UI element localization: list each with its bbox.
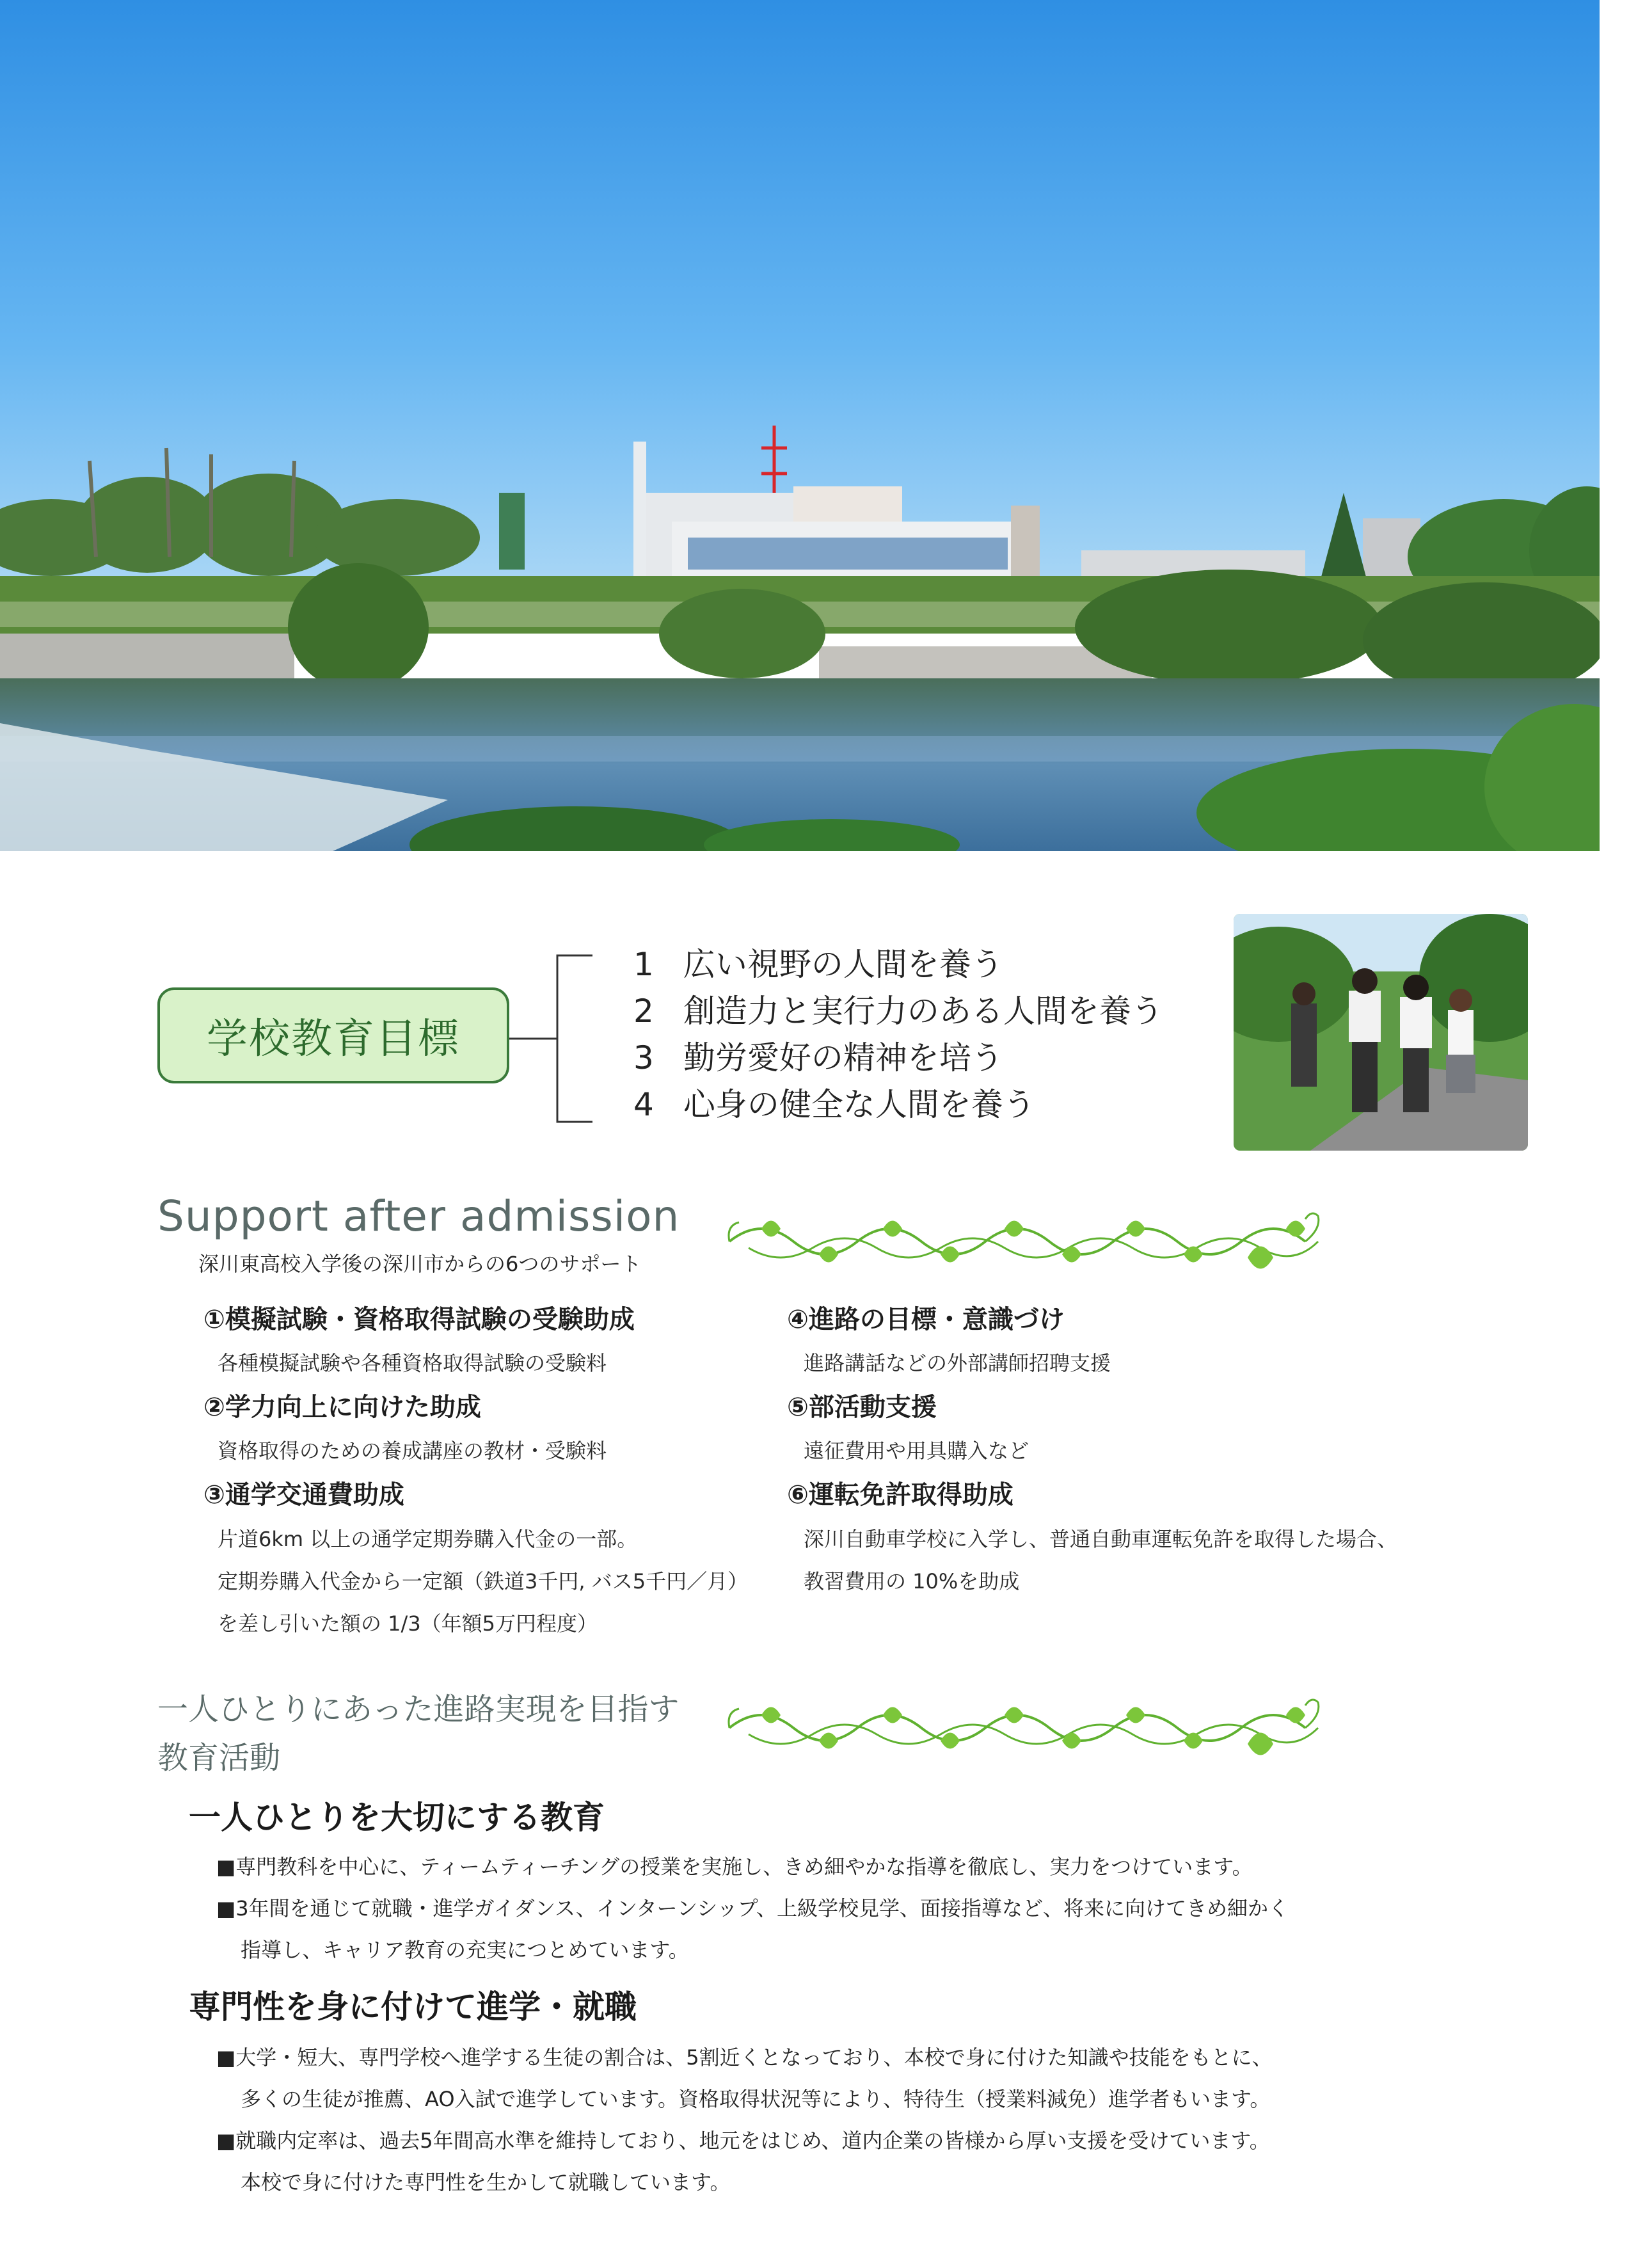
goal-item-4 xyxy=(633,1079,1035,1125)
path-section-2-bullet-2-cont: 本校で身に付けた専門性を生かして就職しています。 xyxy=(241,2170,731,2194)
vine-decoration-icon xyxy=(723,1203,1331,1280)
path-section-1-head: 一人ひとりを大切にする教育 xyxy=(189,1799,605,1836)
goal-item-2 xyxy=(633,986,1163,1032)
path-title-line-2: 教育活動 xyxy=(157,1740,281,1776)
support-item-3-desc-3: を差し引いた額の 1/3（年額5万円程度） xyxy=(218,1611,598,1636)
path-section-2-head: 専門性を身に付けて進学・就職 xyxy=(189,1988,637,2025)
support-item-3-head: ③通学交通費助成 xyxy=(203,1480,404,1510)
school-goals-label-box xyxy=(157,987,509,1083)
goal-number: 1 xyxy=(633,946,654,983)
support-item-3-desc-1: 片道6km 以上の通学定期券購入代金の一部。 xyxy=(218,1527,638,1551)
goal-number: 3 xyxy=(633,1039,654,1076)
school-goals-label: 学校教育目標 xyxy=(207,1016,460,1063)
support-item-6-desc-1: 深川自動車学校に入学し、普通自動車運転免許を取得した場合、 xyxy=(804,1527,1398,1551)
support-item-4-head: ④進路の目標・意識づけ xyxy=(787,1305,1065,1334)
path-title-line-1: 一人ひとりにあった進路実現を目指す xyxy=(157,1691,679,1727)
support-item-5-head: ⑤部活動支援 xyxy=(787,1393,937,1422)
support-item-1-head: ①模擬試験・資格取得試験の受験助成 xyxy=(203,1305,635,1334)
goal-number: 2 xyxy=(633,993,654,1030)
support-item-6-desc-2: 教習費用の 10%を助成 xyxy=(804,1569,1020,1593)
support-title: Support after admission xyxy=(157,1192,680,1241)
path-section-2-bullet-1-cont: 多くの生徒が推薦、AO入試で進学しています。資格取得状況等により、特待生（授業料減免）進学者もいます。 xyxy=(241,2087,1271,2111)
goal-item-3 xyxy=(633,1032,1003,1078)
goal-text: 勤労愛好の精神を培う xyxy=(683,1039,1003,1076)
hero-photo-river-school xyxy=(0,0,1600,851)
goals-bracket xyxy=(509,952,605,1125)
support-item-2-desc: 資格取得のための養成講座の教材・受験料 xyxy=(218,1439,607,1463)
path-section-1-bullet-2: ■3年間を通じて就職・進学ガイダンス、インターンシップ、上級学校見学、面接指導など、将来に向けてきめ細かく xyxy=(216,1896,1289,1921)
support-item-6-head: ⑥運転免許取得助成 xyxy=(787,1480,1013,1510)
support-item-4-desc: 進路講話などの外部講師招聘支援 xyxy=(804,1351,1111,1375)
goal-text: 創造力と実行力のある人間を養う xyxy=(683,993,1163,1030)
path-section-2-bullet-2: ■就職内定率は、過去5年間高水準を維持しており、地元をはじめ、道内企業の皆様から厚い支援を受けています。 xyxy=(216,2128,1270,2153)
path-section-2-bullet-1: ■大学・短大、専門学校へ進学する生徒の割合は、5割近くとなっており、本校で身に付けた知識や技能をもとに、 xyxy=(216,2045,1273,2070)
path-section-1-bullet-1: ■専門教科を中心に、ティームティーチングの授業を実施し、きめ細やかな指導を徹底し、実力をつけています。 xyxy=(216,1855,1253,1879)
goal-number: 4 xyxy=(633,1086,654,1123)
goal-text: 広い視野の人間を養う xyxy=(683,946,1003,983)
goal-text: 心身の健全な人間を養う xyxy=(683,1086,1035,1123)
vine-decoration-icon xyxy=(723,1689,1331,1766)
support-item-5-desc: 遠征費用や用具購入など xyxy=(804,1439,1029,1463)
support-item-1-desc: 各種模擬試験や各種資格取得試験の受験料 xyxy=(218,1351,607,1375)
goal-item-1 xyxy=(633,939,1003,985)
support-subtitle: 深川東高校入学後の深川市からの6つのサポート xyxy=(198,1252,642,1276)
students-walking-photo xyxy=(1234,914,1528,1151)
support-item-3-desc-2: 定期券購入代金から一定額（鉄道3千円, バス5千円／月） xyxy=(218,1569,749,1593)
path-section-1-bullet-2-cont: 指導し、キャリア教育の充実につとめています。 xyxy=(241,1938,689,1962)
support-item-2-head: ②学力向上に向けた助成 xyxy=(203,1393,481,1422)
